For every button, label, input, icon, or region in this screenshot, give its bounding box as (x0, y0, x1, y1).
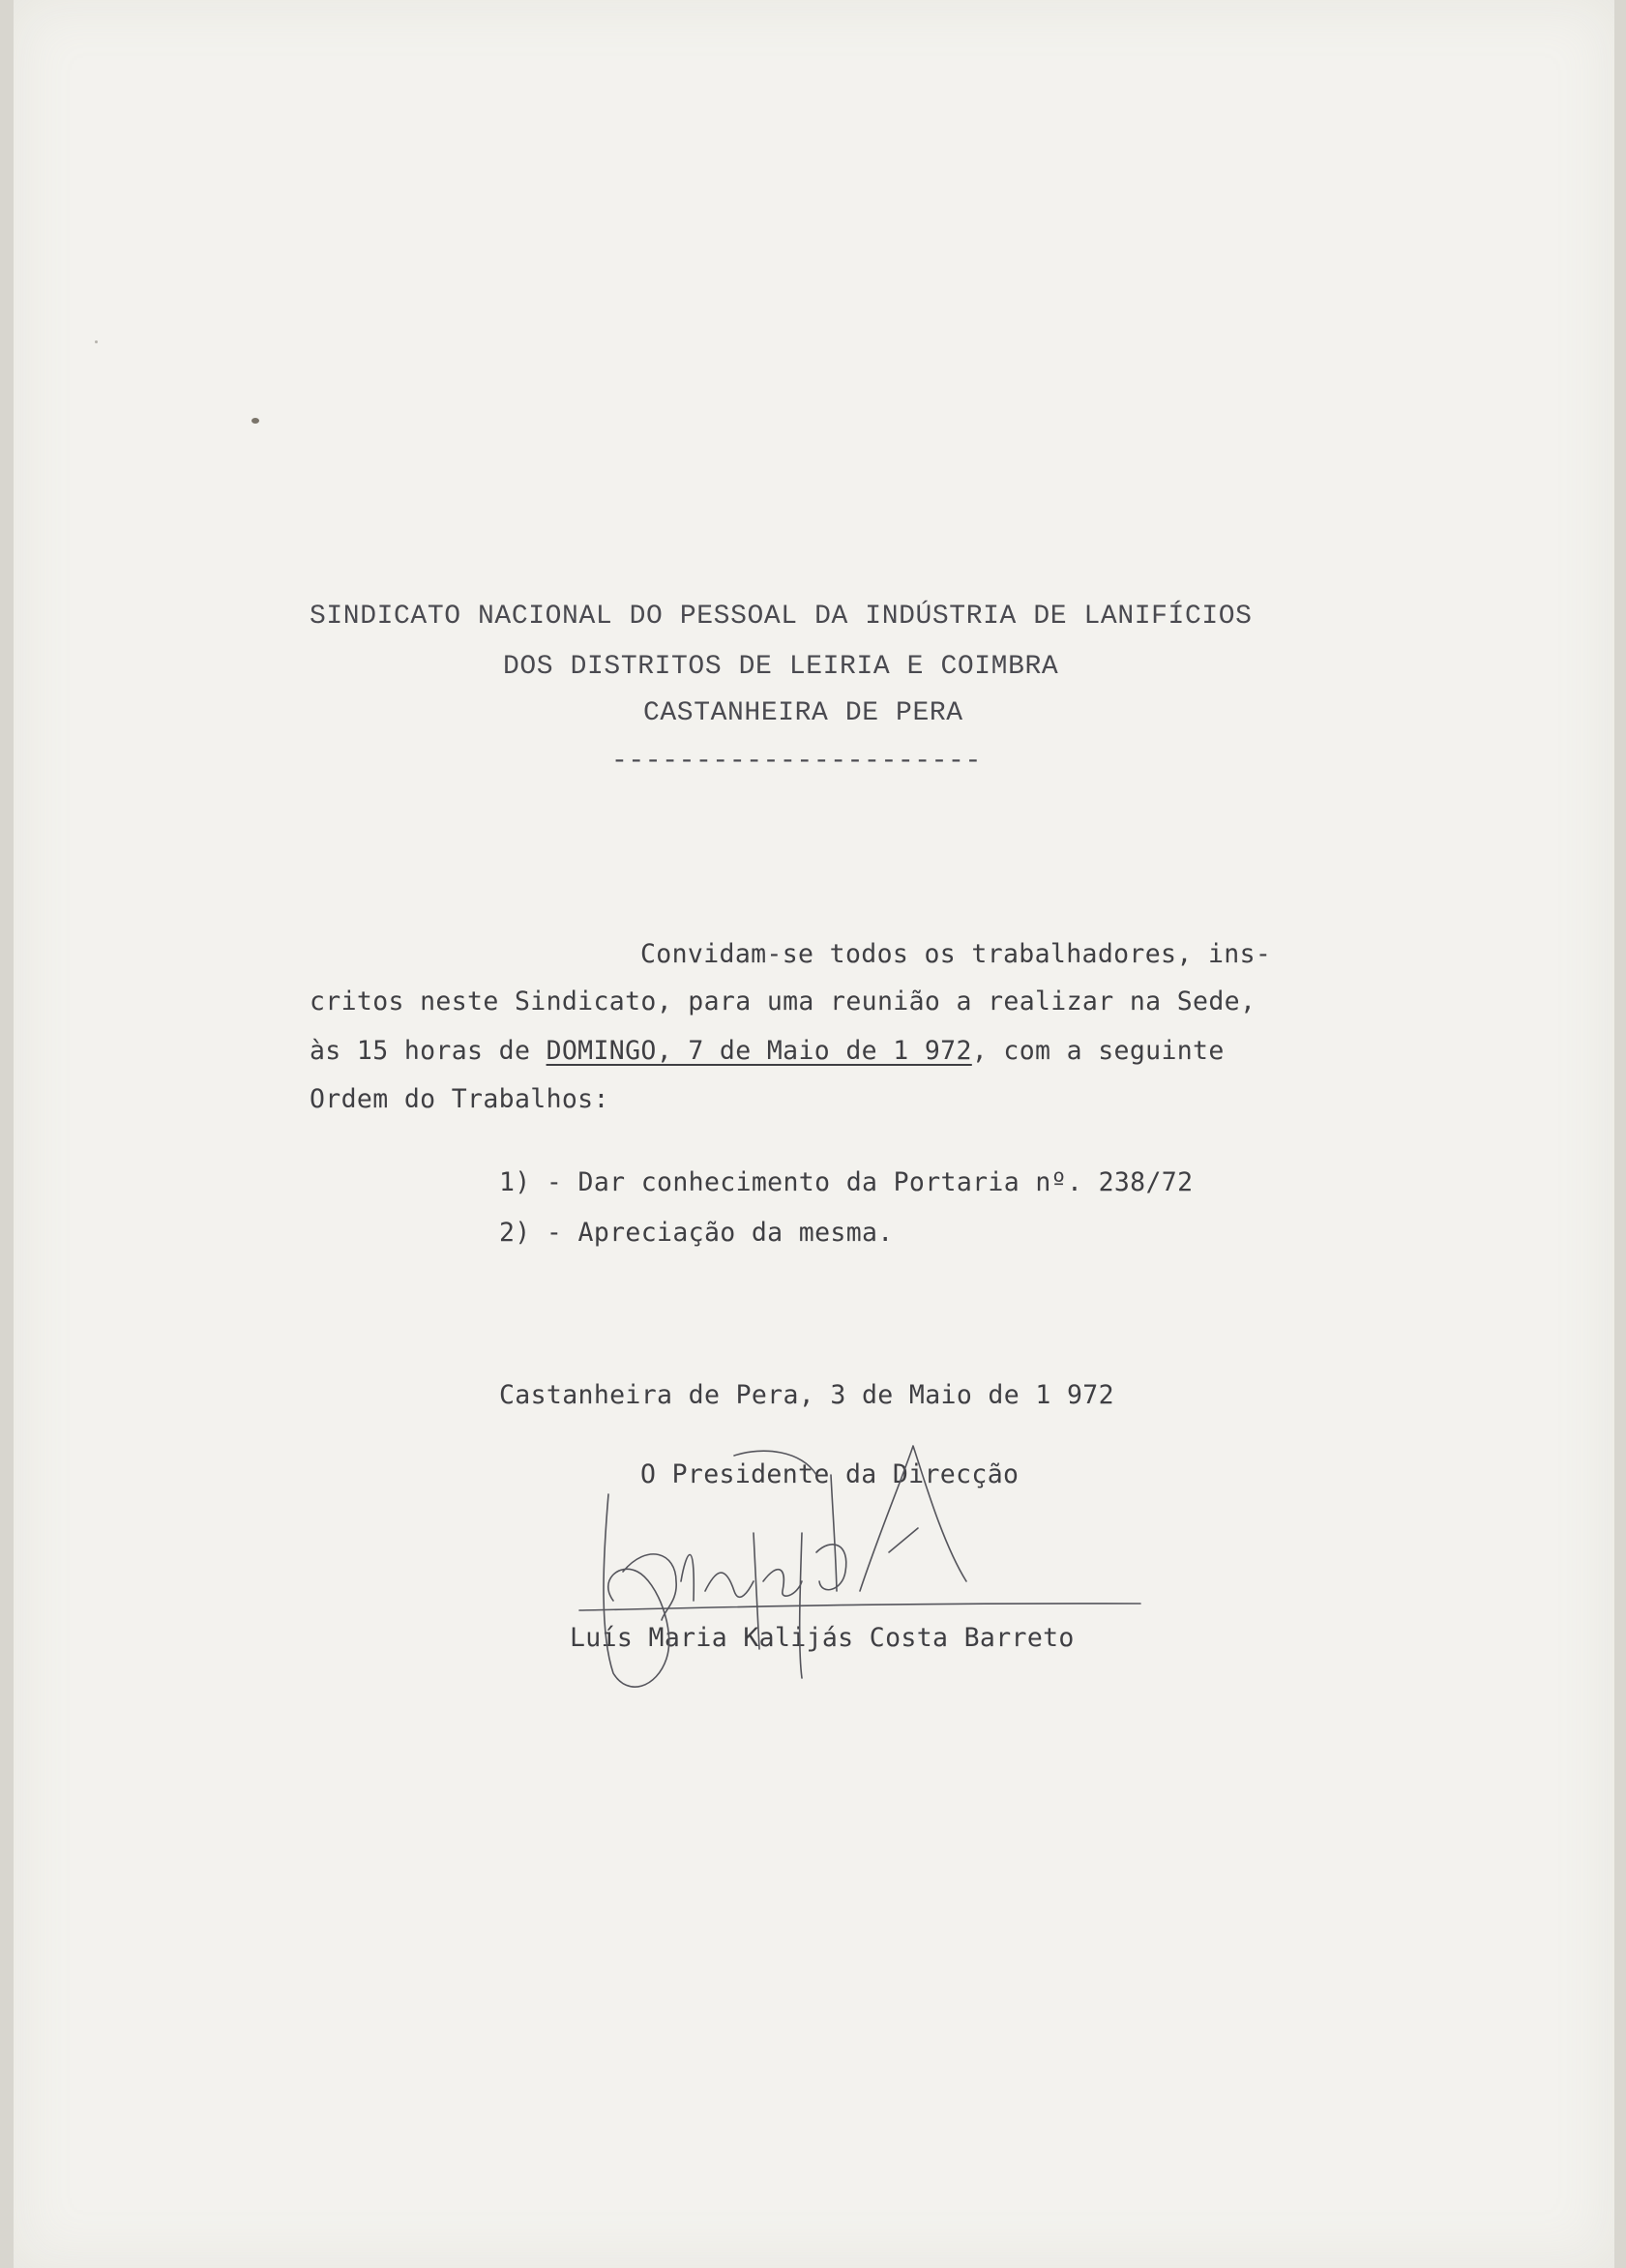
ink-spot (251, 418, 259, 424)
agenda-item-1: 1) - Dar conhecimento da Portaria nº. 238/72 (499, 1167, 1194, 1197)
body-line-3-suffix: , com a seguinte (971, 1036, 1225, 1066)
body-line-4: Ordem do Trabalhos: (310, 1084, 609, 1114)
body-line-1: Convidam-se todos os trabalhadores, ins- (640, 939, 1272, 969)
ink-spot (95, 340, 98, 343)
header-line-1: SINDICATO NACIONAL DO PESSOAL DA INDÚSTRIA DE LANIFÍCIOS (310, 602, 1253, 632)
agenda-item-2: 2) - Apreciação da mesma. (499, 1218, 894, 1248)
header-line-3: CASTANHEIRA DE PERA (643, 698, 963, 728)
body-line-3 (310, 1036, 1225, 1066)
document-page (14, 0, 1614, 2268)
place-date: Castanheira de Pera, 3 de Maio de 1 972 (499, 1380, 1114, 1410)
signatory-title: O Presidente da Direcção (640, 1459, 1020, 1489)
body-line-2: critos neste Sindicato, para uma reunião a realizar na Sede, (310, 987, 1256, 1016)
meeting-date: DOMINGO, 7 de Maio de 1 972 (546, 1036, 972, 1066)
signatory-name: Luís Maria Kalijás Costa Barreto (570, 1623, 1075, 1653)
body-line-3-prefix: às 15 horas de (310, 1036, 547, 1066)
header-line-2: DOS DISTRITOS DE LEIRIA E COIMBRA (503, 652, 1059, 682)
header-rule: ---------------------- (611, 747, 982, 777)
